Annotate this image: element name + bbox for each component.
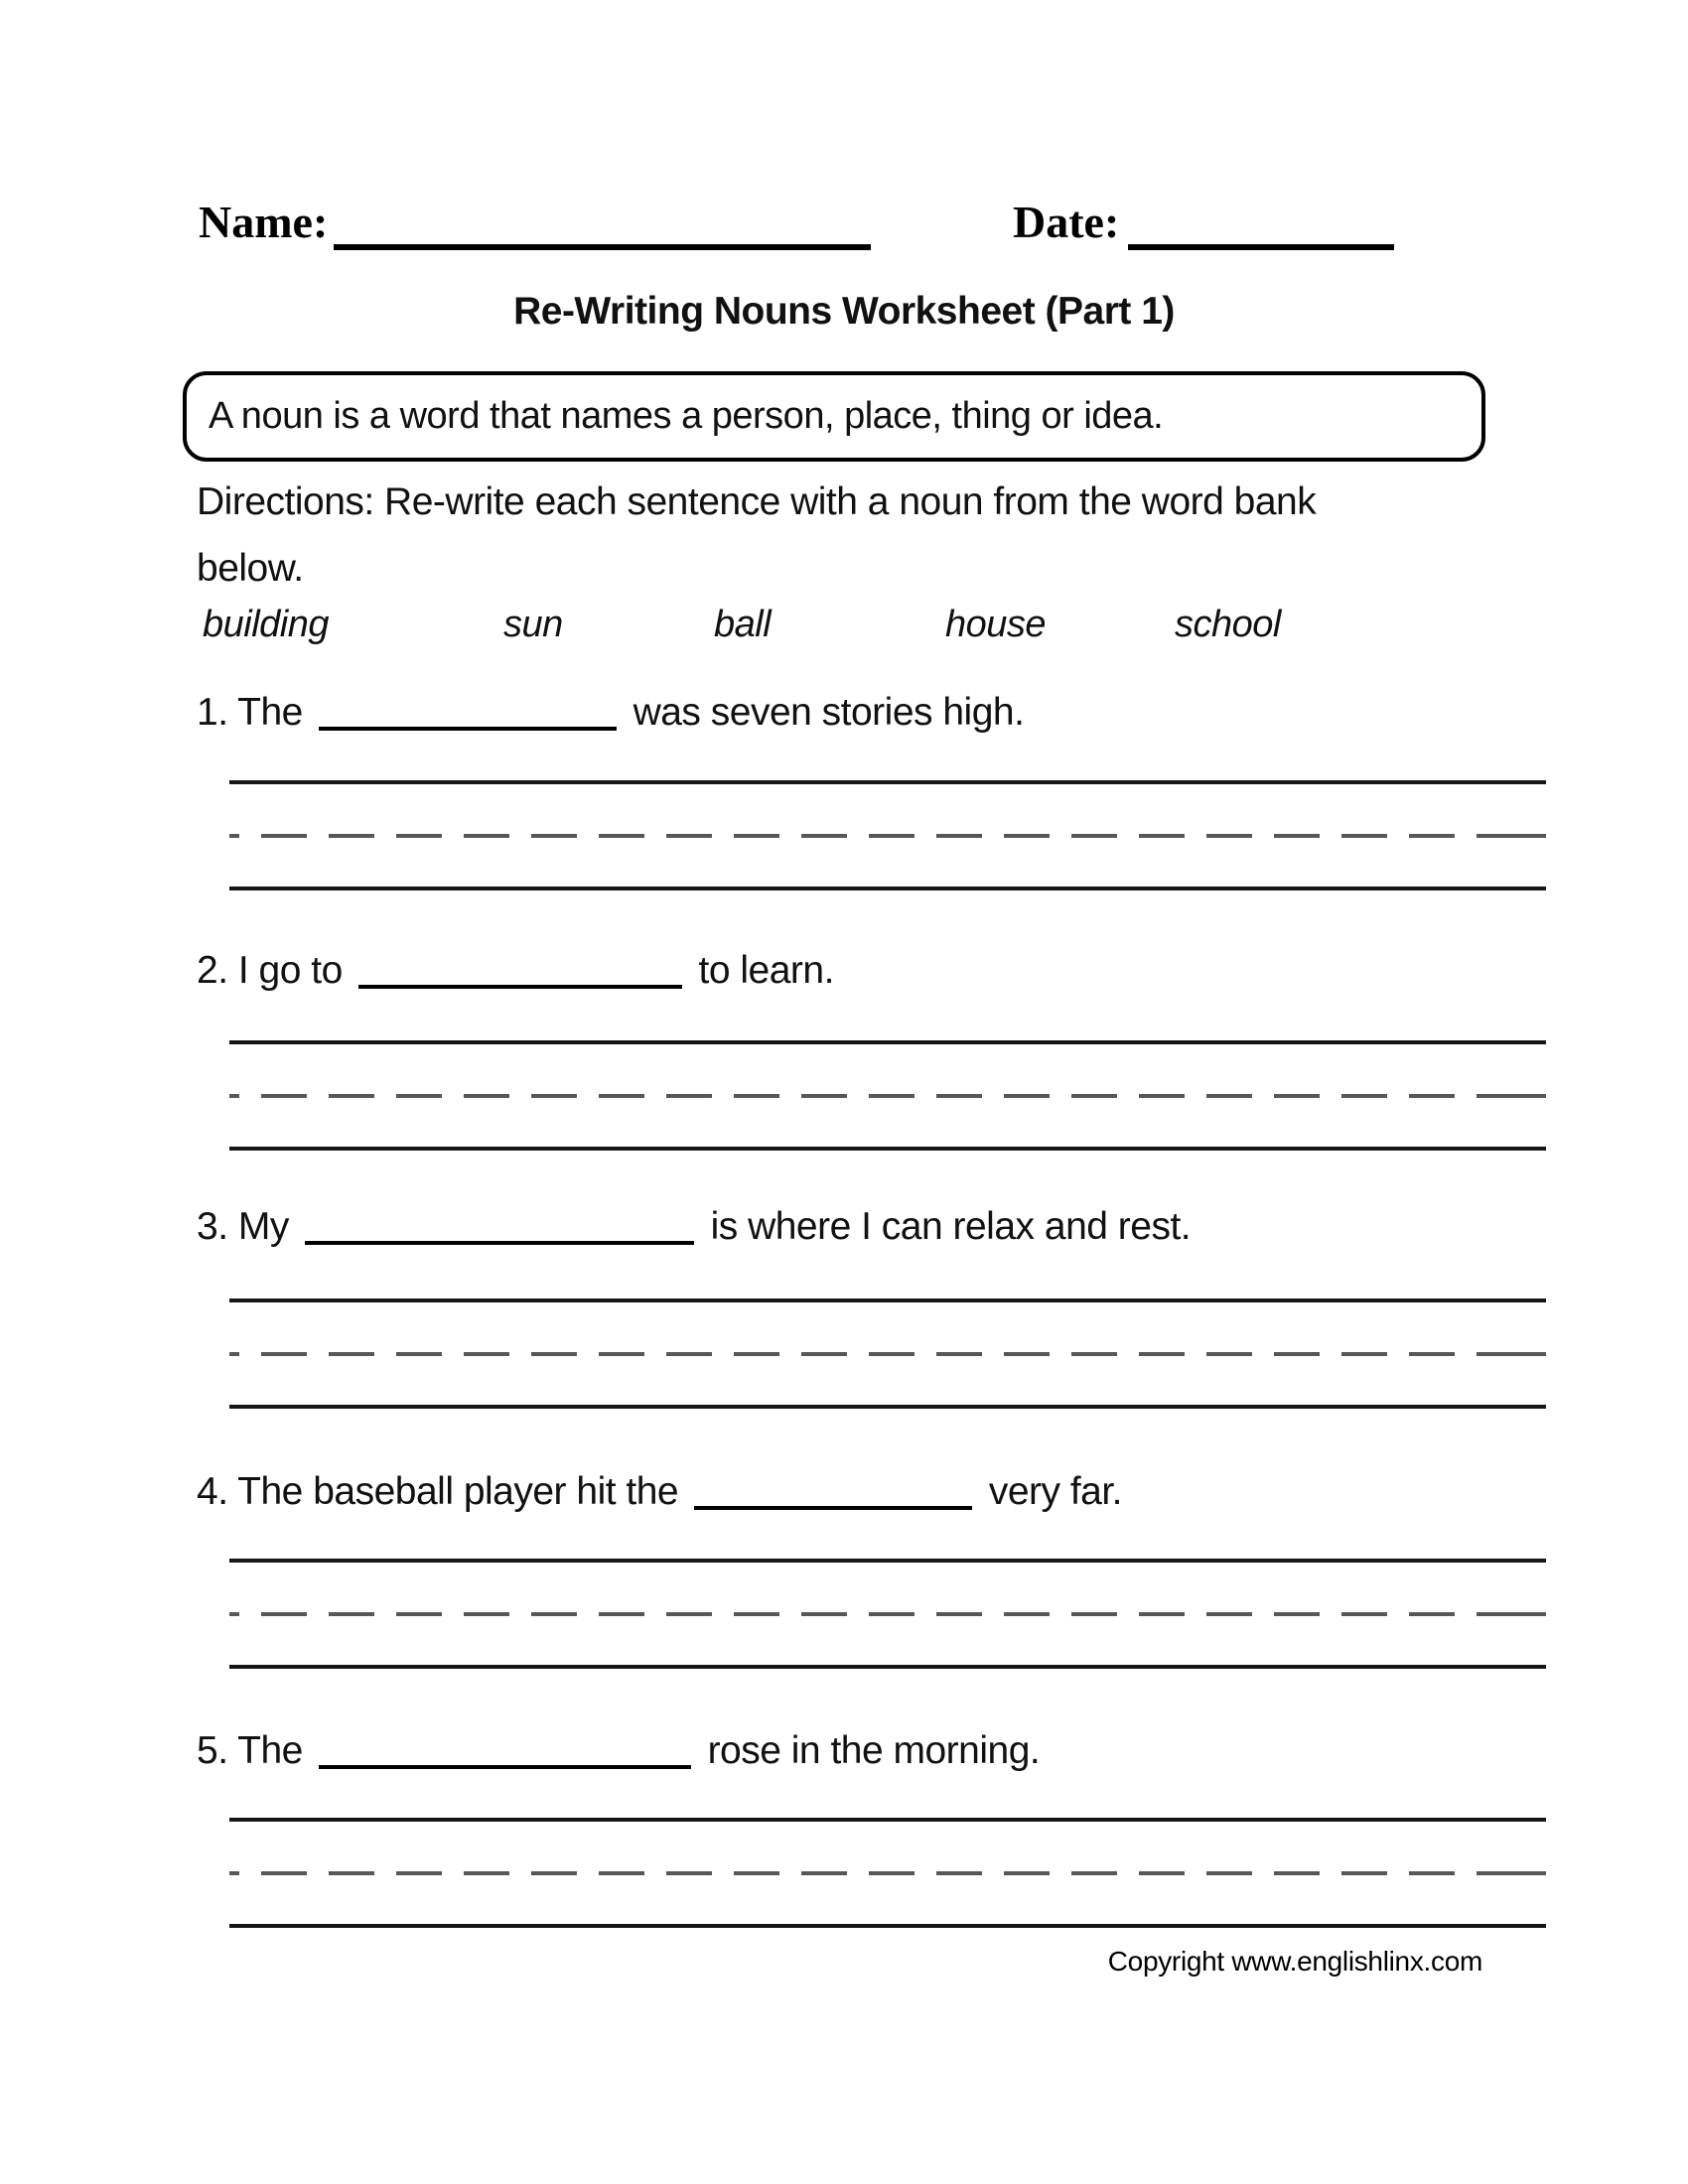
word-bank-item: school <box>1175 604 1281 645</box>
sentence-5-before: The <box>237 1729 303 1772</box>
date-underline[interactable] <box>1128 244 1394 250</box>
writing-lines-1[interactable] <box>229 780 1546 891</box>
sentence-1-before: The <box>237 691 303 734</box>
sentence-1 <box>197 691 1024 735</box>
sentence-1-after: was seven stories high. <box>633 691 1025 734</box>
date-label: Date: <box>1013 197 1120 247</box>
page-title: Re-Writing Nouns Worksheet (Part 1) <box>513 290 1175 333</box>
solid-line <box>229 1665 1546 1669</box>
definition-text: A noun is a word that names a person, place, thing or idea. <box>209 395 1164 437</box>
solid-line <box>229 1559 1546 1563</box>
solid-line <box>229 780 1546 784</box>
sentence-1-number: 1. <box>197 691 228 734</box>
solid-line <box>229 1405 1546 1409</box>
solid-line <box>229 1147 1546 1151</box>
dashed-line <box>229 1612 1546 1616</box>
solid-line <box>229 1924 1546 1928</box>
sentence-4-after: very far. <box>988 1470 1123 1513</box>
solid-line <box>229 1298 1546 1302</box>
sentence-3-number: 3. <box>197 1205 228 1248</box>
solid-line <box>229 887 1546 890</box>
word-bank-item: house <box>945 604 1047 645</box>
dashed-line <box>229 834 1546 838</box>
sentence-4-blank[interactable] <box>694 1500 972 1510</box>
solid-line <box>229 1040 1546 1044</box>
sentence-4-before: The baseball player hit the <box>237 1470 679 1513</box>
sentence-2 <box>197 949 834 993</box>
sentence-2-before: I go to <box>237 949 343 992</box>
word-bank-item: building <box>203 604 329 645</box>
definition-box <box>183 371 1485 462</box>
sentence-4-number: 4. <box>197 1470 228 1513</box>
sentence-3-after: is where I can relax and rest. <box>710 1205 1192 1248</box>
writing-lines-5[interactable] <box>229 1818 1546 1929</box>
dashed-line <box>229 1352 1546 1356</box>
name-label: Name: <box>199 197 329 247</box>
sentence-4 <box>197 1470 1122 1514</box>
writing-lines-4[interactable] <box>229 1559 1546 1670</box>
sentence-1-blank[interactable] <box>319 721 617 731</box>
dashed-line <box>229 1871 1546 1875</box>
writing-lines-3[interactable] <box>229 1298 1546 1410</box>
writing-lines-2[interactable] <box>229 1040 1546 1152</box>
sentence-5 <box>197 1729 1040 1773</box>
sentence-5-number: 5. <box>197 1729 228 1772</box>
copyright-text: Copyright www.englishlinx.com <box>1107 1946 1482 1977</box>
directions-line-2: below. <box>197 547 304 590</box>
word-bank-item: ball <box>714 604 772 645</box>
name-underline[interactable] <box>334 244 871 250</box>
directions-line-1: Directions: Re-write each sentence with a noun from the word bank <box>197 480 1317 523</box>
solid-line <box>229 1818 1546 1822</box>
dashed-line <box>229 1094 1546 1098</box>
sentence-2-after: to learn. <box>698 949 834 992</box>
sentence-5-blank[interactable] <box>319 1759 691 1769</box>
sentence-5-after: rose in the morning. <box>707 1729 1041 1772</box>
sentence-3 <box>197 1205 1191 1249</box>
sentence-2-number: 2. <box>197 949 228 992</box>
sentence-2-blank[interactable] <box>358 979 682 989</box>
sentence-3-before: My <box>237 1205 289 1248</box>
word-bank-item: sun <box>503 604 563 645</box>
word-bank <box>0 604 1688 653</box>
sentence-3-blank[interactable] <box>305 1235 694 1245</box>
